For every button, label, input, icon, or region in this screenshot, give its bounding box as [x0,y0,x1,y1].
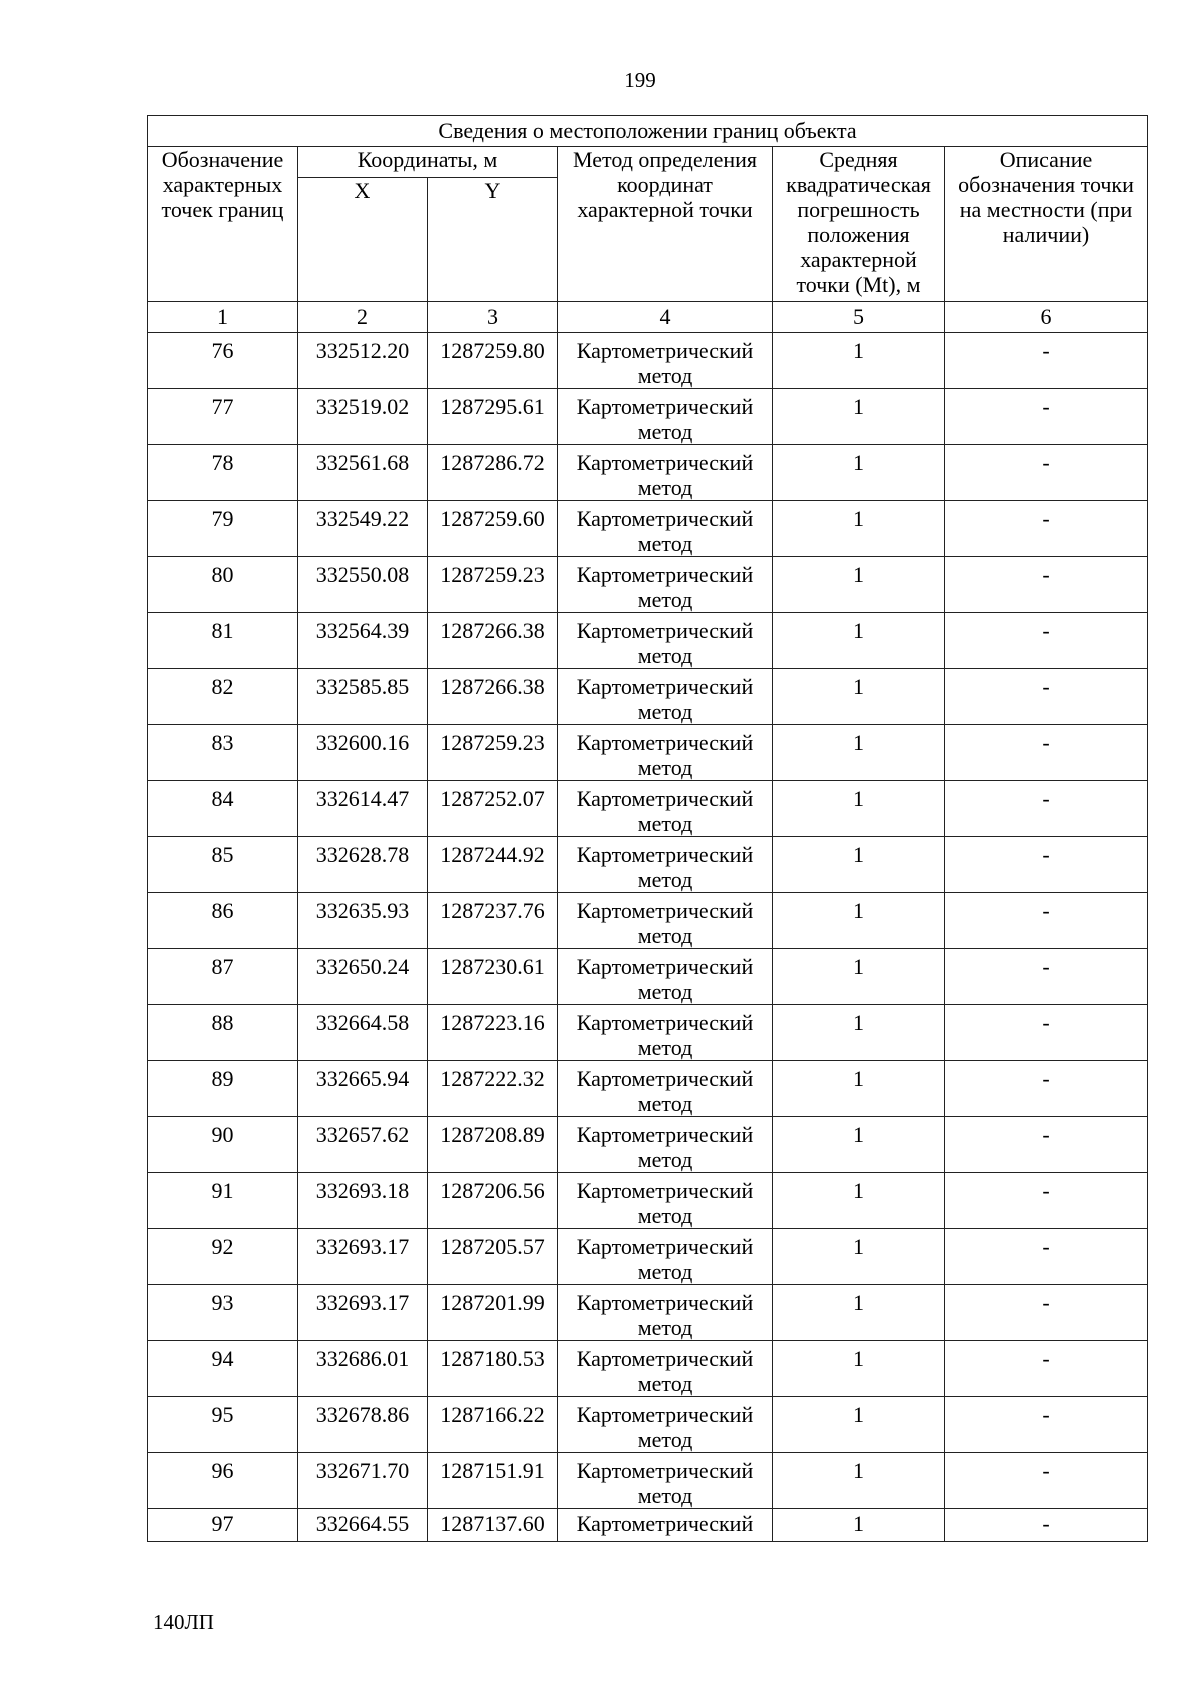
point-cell: 83 [148,725,298,781]
mt-cell: 1 [773,837,945,893]
x-cell: 332686.01 [298,1341,428,1397]
method-cell: Картометрический метод [558,1453,773,1509]
y-cell: 1287286.72 [428,445,558,501]
method-cell: Картометрический метод [558,1285,773,1341]
point-cell: 89 [148,1061,298,1117]
point-cell: 90 [148,1117,298,1173]
mt-cell: 1 [773,725,945,781]
x-cell: 332664.58 [298,1005,428,1061]
y-cell: 1287180.53 [428,1341,558,1397]
table-row [148,333,1148,389]
point-cell: 87 [148,949,298,1005]
description-cell: - [945,1005,1148,1061]
table-row [148,1117,1148,1173]
x-cell: 332665.94 [298,1061,428,1117]
x-cell: 332585.85 [298,669,428,725]
method-cell: Картометрический метод [558,669,773,725]
y-cell: 1287259.23 [428,725,558,781]
mt-cell: 1 [773,1397,945,1453]
y-cell: 1287166.22 [428,1397,558,1453]
column-number: 3 [428,302,558,333]
point-cell: 91 [148,1173,298,1229]
table-row [148,669,1148,725]
description-cell: - [945,445,1148,501]
x-cell: 332693.17 [298,1285,428,1341]
column-number: 1 [148,302,298,333]
method-cell: Картометрический метод [558,1397,773,1453]
mt-cell: 1 [773,1229,945,1285]
table-row [148,1453,1148,1509]
method-cell: Картометрический метод [558,949,773,1005]
table-row [148,1061,1148,1117]
table-row [148,1173,1148,1229]
method-cell: Картометрический метод [558,389,773,445]
column-number: 4 [558,302,773,333]
description-cell: - [945,501,1148,557]
point-cell: 95 [148,1397,298,1453]
y-cell: 1287230.61 [428,949,558,1005]
mt-cell: 1 [773,1061,945,1117]
description-cell: - [945,1117,1148,1173]
method-cell: Картометрический метод [558,557,773,613]
point-cell: 76 [148,333,298,389]
header-description: Описание обозначения точки на местности (при наличии) [945,147,1148,302]
point-cell: 81 [148,613,298,669]
description-cell: - [945,893,1148,949]
table-row [148,389,1148,445]
method-cell: Картометрический метод [558,1005,773,1061]
table-row [148,613,1148,669]
mt-cell: 1 [773,613,945,669]
point-cell: 94 [148,1341,298,1397]
x-cell: 332657.62 [298,1117,428,1173]
table-row [148,725,1148,781]
point-cell: 86 [148,893,298,949]
description-cell: - [945,389,1148,445]
footer-code: 140ЛП [153,1610,214,1634]
method-cell: Картометрический метод [558,781,773,837]
header-point-designation: Обозначение характерных точек границ [148,147,298,302]
method-cell: Картометрический метод [558,1173,773,1229]
header-coordinates: Координаты, м [298,147,558,178]
method-cell: Картометрический метод [558,1341,773,1397]
mt-cell: 1 [773,445,945,501]
x-cell: 332519.02 [298,389,428,445]
mt-cell: 1 [773,1173,945,1229]
description-cell: - [945,1453,1148,1509]
y-cell: 1287295.61 [428,389,558,445]
method-cell: Картометрический метод [558,1061,773,1117]
y-cell: 1287259.23 [428,557,558,613]
column-number: 5 [773,302,945,333]
mt-cell: 1 [773,1005,945,1061]
method-cell: Картометрический метод [558,613,773,669]
point-cell: 88 [148,1005,298,1061]
x-cell: 332678.86 [298,1397,428,1453]
column-number: 6 [945,302,1148,333]
method-cell: Картометрический метод [558,725,773,781]
column-number: 2 [298,302,428,333]
description-cell: - [945,1509,1148,1542]
method-cell: Картометрический метод [558,501,773,557]
point-cell: 78 [148,445,298,501]
table-row [148,1285,1148,1341]
mt-cell: 1 [773,1453,945,1509]
method-cell: Картометрический метод [558,1229,773,1285]
x-cell: 332600.16 [298,725,428,781]
table-row [148,949,1148,1005]
y-cell: 1287151.91 [428,1453,558,1509]
header-y: Y [428,178,558,302]
x-cell: 332650.24 [298,949,428,1005]
description-cell: - [945,725,1148,781]
y-cell: 1287208.89 [428,1117,558,1173]
mt-cell: 1 [773,669,945,725]
header-mean-error: Средняя квадратическая погрешность положения характерной точки (Mt), м [773,147,945,302]
description-cell: - [945,1061,1148,1117]
y-cell: 1287244.92 [428,837,558,893]
y-cell: 1287201.99 [428,1285,558,1341]
x-cell: 332671.70 [298,1453,428,1509]
description-cell: - [945,613,1148,669]
table-title: Сведения о местоположении границ объекта [148,116,1148,147]
description-cell: - [945,1173,1148,1229]
description-cell: - [945,1229,1148,1285]
method-cell: Картометрический метод [558,1117,773,1173]
description-cell: - [945,949,1148,1005]
x-cell: 332628.78 [298,837,428,893]
point-cell: 77 [148,389,298,445]
y-cell: 1287266.38 [428,669,558,725]
header-method: Метод определения координат характерной точки [558,147,773,302]
y-cell: 1287137.60 [428,1509,558,1542]
table-row [148,837,1148,893]
point-cell: 97 [148,1509,298,1542]
point-cell: 84 [148,781,298,837]
method-cell: Картометрический метод [558,837,773,893]
table-row [148,1005,1148,1061]
point-cell: 92 [148,1229,298,1285]
method-cell: Картометрический [558,1509,773,1542]
y-cell: 1287223.16 [428,1005,558,1061]
point-cell: 93 [148,1285,298,1341]
point-cell: 79 [148,501,298,557]
mt-cell: 1 [773,1341,945,1397]
description-cell: - [945,557,1148,613]
point-cell: 82 [148,669,298,725]
y-cell: 1287259.80 [428,333,558,389]
table-row [148,1229,1148,1285]
mt-cell: 1 [773,949,945,1005]
y-cell: 1287252.07 [428,781,558,837]
mt-cell: 1 [773,389,945,445]
table-row [148,557,1148,613]
description-cell: - [945,837,1148,893]
table-row [148,445,1148,501]
x-cell: 332664.55 [298,1509,428,1542]
x-cell: 332512.20 [298,333,428,389]
y-cell: 1287206.56 [428,1173,558,1229]
mt-cell: 1 [773,893,945,949]
y-cell: 1287237.76 [428,893,558,949]
y-cell: 1287205.57 [428,1229,558,1285]
boundary-coordinates-table [147,115,1148,1542]
mt-cell: 1 [773,1117,945,1173]
header-x: X [298,178,428,302]
table-row [148,781,1148,837]
description-cell: - [945,669,1148,725]
x-cell: 332561.68 [298,445,428,501]
y-cell: 1287222.32 [428,1061,558,1117]
description-cell: - [945,333,1148,389]
mt-cell: 1 [773,1509,945,1542]
y-cell: 1287259.60 [428,501,558,557]
mt-cell: 1 [773,1285,945,1341]
page-number: 199 [624,68,656,92]
table-row [148,1397,1148,1453]
column-numbers-row [148,302,1148,333]
x-cell: 332635.93 [298,893,428,949]
method-cell: Картометрический метод [558,333,773,389]
method-cell: Картометрический метод [558,893,773,949]
description-cell: - [945,1341,1148,1397]
mt-cell: 1 [773,781,945,837]
mt-cell: 1 [773,501,945,557]
table-row [148,893,1148,949]
point-cell: 80 [148,557,298,613]
description-cell: - [945,781,1148,837]
description-cell: - [945,1285,1148,1341]
description-cell: - [945,1397,1148,1453]
point-cell: 85 [148,837,298,893]
table-row [148,1341,1148,1397]
x-cell: 332693.17 [298,1229,428,1285]
x-cell: 332693.18 [298,1173,428,1229]
point-cell: 96 [148,1453,298,1509]
table-row [148,501,1148,557]
x-cell: 332614.47 [298,781,428,837]
mt-cell: 1 [773,557,945,613]
x-cell: 332550.08 [298,557,428,613]
table-row [148,1509,1148,1542]
mt-cell: 1 [773,333,945,389]
method-cell: Картометрический метод [558,445,773,501]
y-cell: 1287266.38 [428,613,558,669]
x-cell: 332564.39 [298,613,428,669]
x-cell: 332549.22 [298,501,428,557]
